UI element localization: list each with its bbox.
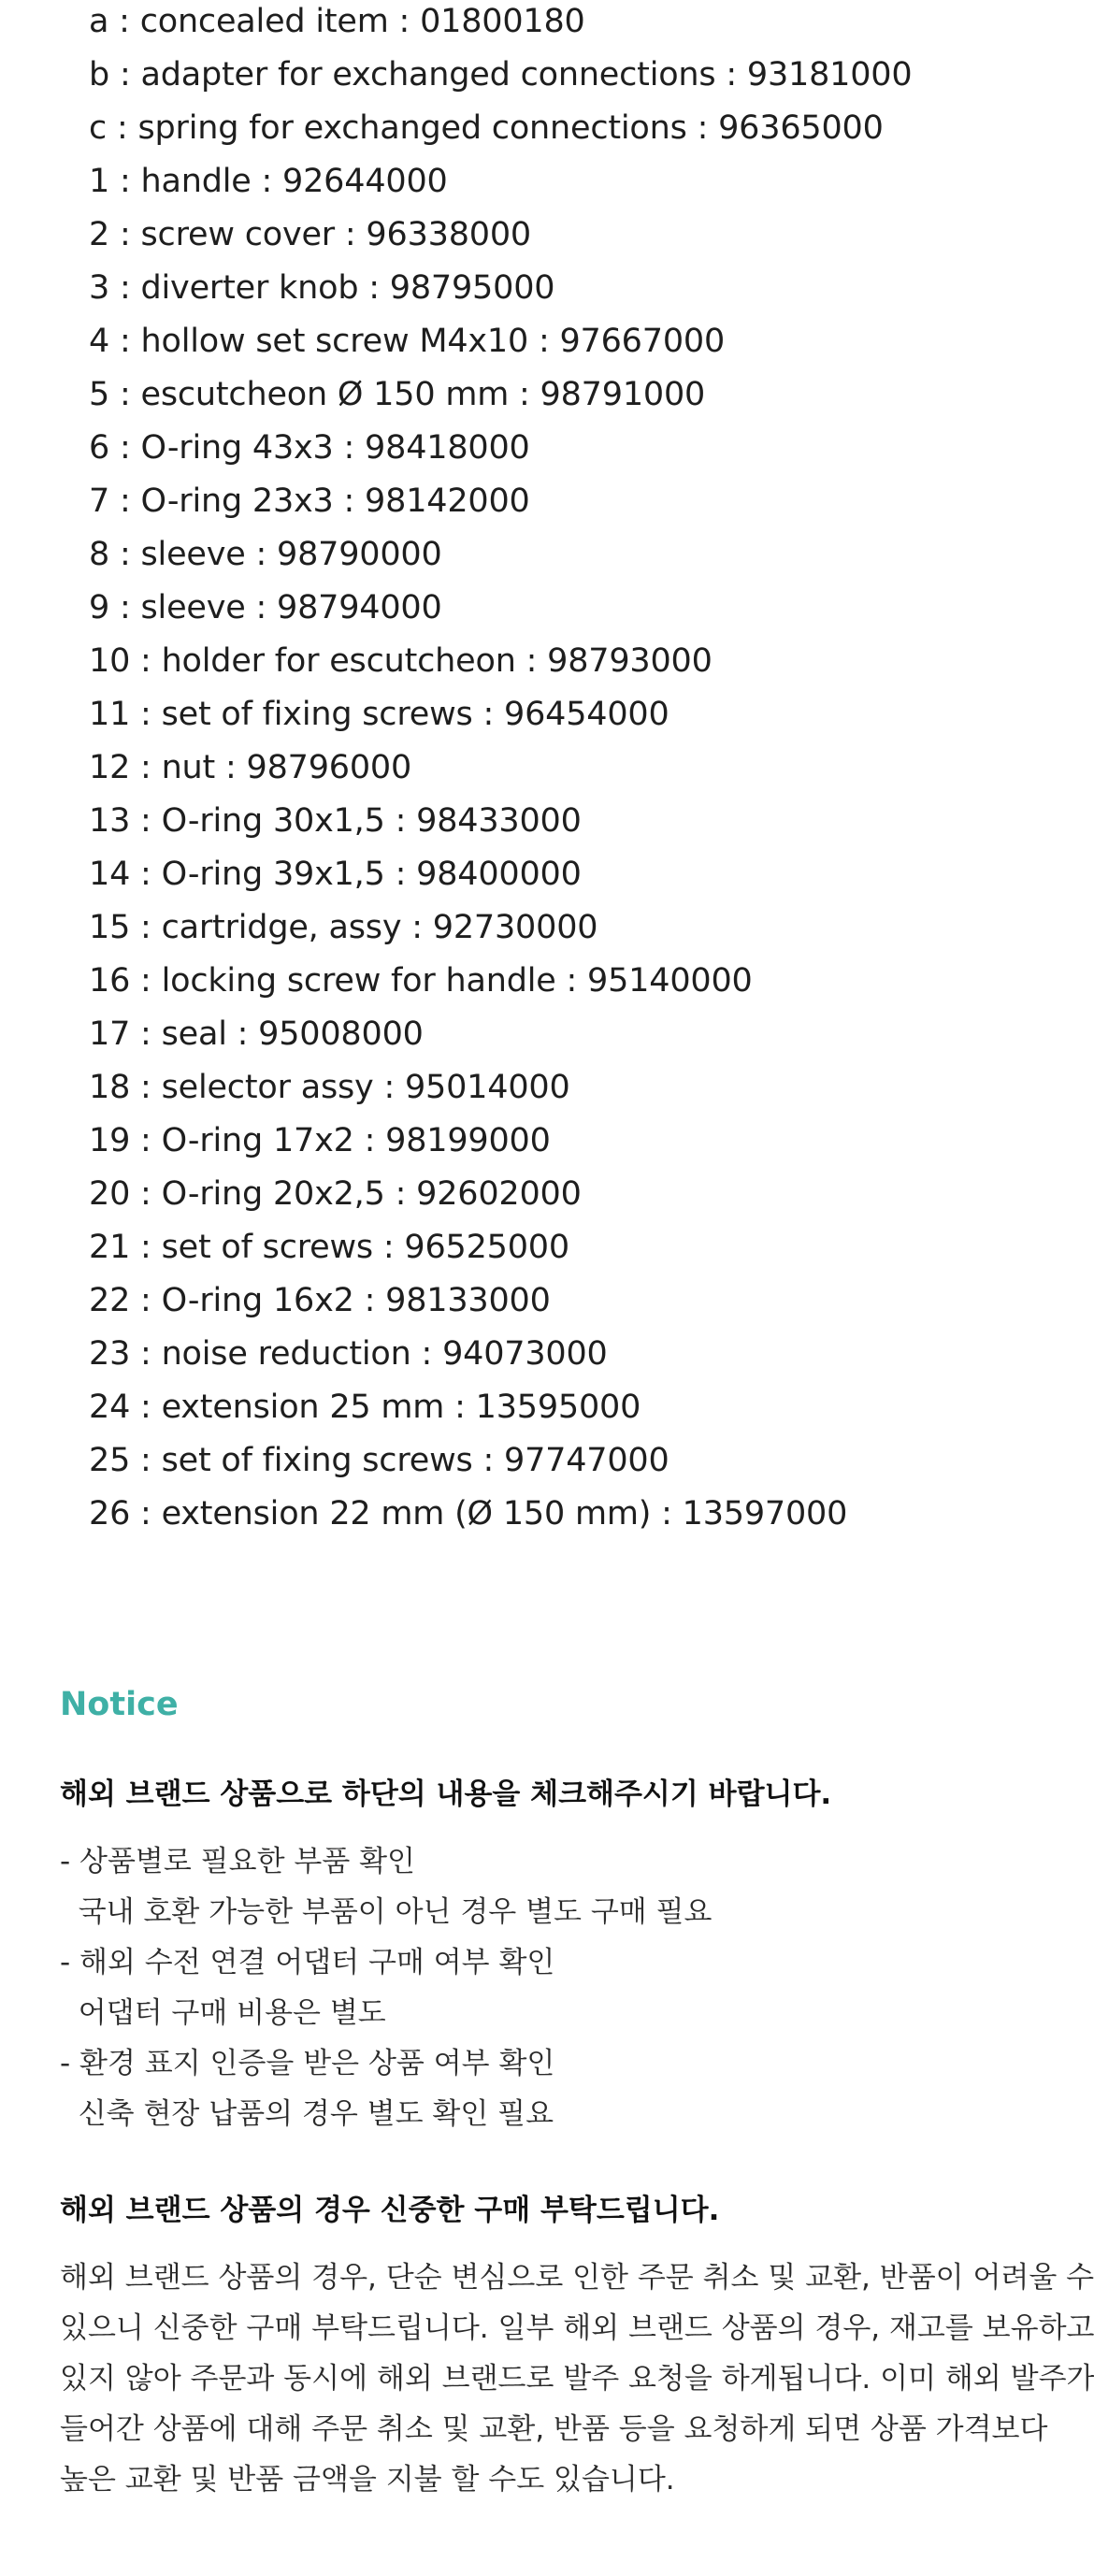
part-item: c : spring for exchanged connections : 96365000 [89, 109, 884, 147]
check-item: 어댑터 구매 비용은 별도 [60, 1996, 386, 2030]
paragraph-line: 있지 않아 주문과 동시에 해외 브랜드로 발주 요청을 하게됩니다. 이미 해외 발주가 [60, 2362, 1094, 2396]
part-item: 25 : set of fixing screws : 97747000 [89, 1442, 669, 1479]
part-item: b : adapter for exchanged connections : 93181000 [89, 56, 913, 94]
part-item: 17 : seal : 95008000 [89, 1015, 424, 1053]
notice-title: Notice [60, 1686, 179, 1723]
parts-list [89, 0, 912, 1546]
paragraph-line: 있으니 신중한 구매 부탁드립니다. 일부 해외 브랜드 상품의 경우, 재고를 보유하고 [60, 2311, 1094, 2345]
part-item: 18 : selector assy : 95014000 [89, 1069, 570, 1106]
part-item: 5 : escutcheon Ø 150 mm : 98791000 [89, 376, 706, 413]
part-item: 21 : set of screws : 96525000 [89, 1229, 569, 1266]
part-item: 15 : cartridge, assy : 92730000 [89, 909, 598, 946]
check-item: - 해외 수전 연결 어댑터 구매 여부 확인 [60, 1946, 555, 1979]
part-item: 22 : O-ring 16x2 : 98133000 [89, 1282, 551, 1319]
paragraph-line: 들어간 상품에 대해 주문 취소 및 교환, 반품 등을 요청하게 되면 상품 가격보다 [60, 2412, 1048, 2446]
part-item: 3 : diverter knob : 98795000 [89, 269, 555, 307]
paragraph-line: 해외 브랜드 상품의 경우, 단순 변심으로 인한 주문 취소 및 교환, 반품이 어려울 수 [60, 2261, 1094, 2295]
part-item: 24 : extension 25 mm : 13595000 [89, 1389, 641, 1426]
check-item: 국내 호환 가능한 부품이 아닌 경우 별도 구매 필요 [60, 1895, 713, 1929]
part-item: 6 : O-ring 43x3 : 98418000 [89, 429, 530, 467]
part-item: 16 : locking screw for handle : 95140000 [89, 962, 753, 1000]
part-item: 20 : O-ring 20x2,5 : 92602000 [89, 1175, 582, 1213]
check-item: - 상품별로 필요한 부품 확인 [60, 1845, 416, 1878]
part-item: 2 : screw cover : 96338000 [89, 216, 531, 253]
part-item: 26 : extension 22 mm (Ø 150 mm) : 13597000 [89, 1495, 848, 1533]
part-item: 11 : set of fixing screws : 96454000 [89, 696, 669, 733]
check-item: - 환경 표지 인증을 받은 상품 여부 확인 [60, 2047, 555, 2080]
check-list [60, 1842, 712, 2145]
part-item: 8 : sleeve : 98790000 [89, 536, 442, 573]
part-item: 7 : O-ring 23x3 : 98142000 [89, 482, 530, 520]
check-heading: 해외 브랜드 상품으로 하단의 내용을 체크해주시기 바랍니다. [60, 1777, 832, 1811]
part-item: 13 : O-ring 30x1,5 : 98433000 [89, 802, 582, 840]
part-item: 1 : handle : 92644000 [89, 163, 448, 200]
part-item: a : concealed item : 01800180 [89, 3, 585, 40]
part-item: 12 : nut : 98796000 [89, 749, 412, 786]
part-item: 4 : hollow set screw M4x10 : 97667000 [89, 323, 726, 360]
careful-heading: 해외 브랜드 상품의 경우 신중한 구매 부탁드립니다. [60, 2194, 720, 2227]
part-item: 10 : holder for escutcheon : 98793000 [89, 642, 713, 680]
careful-paragraph [60, 2258, 1094, 2511]
part-item: 14 : O-ring 39x1,5 : 98400000 [89, 856, 582, 893]
check-item: 신축 현장 납품의 경우 별도 확인 필요 [60, 2097, 554, 2131]
part-item: 23 : noise reduction : 94073000 [89, 1335, 608, 1373]
part-item: 19 : O-ring 17x2 : 98199000 [89, 1122, 551, 1159]
part-item: 9 : sleeve : 98794000 [89, 589, 442, 626]
paragraph-line: 높은 교환 및 반품 금액을 지불 할 수도 있습니다. [60, 2463, 675, 2497]
